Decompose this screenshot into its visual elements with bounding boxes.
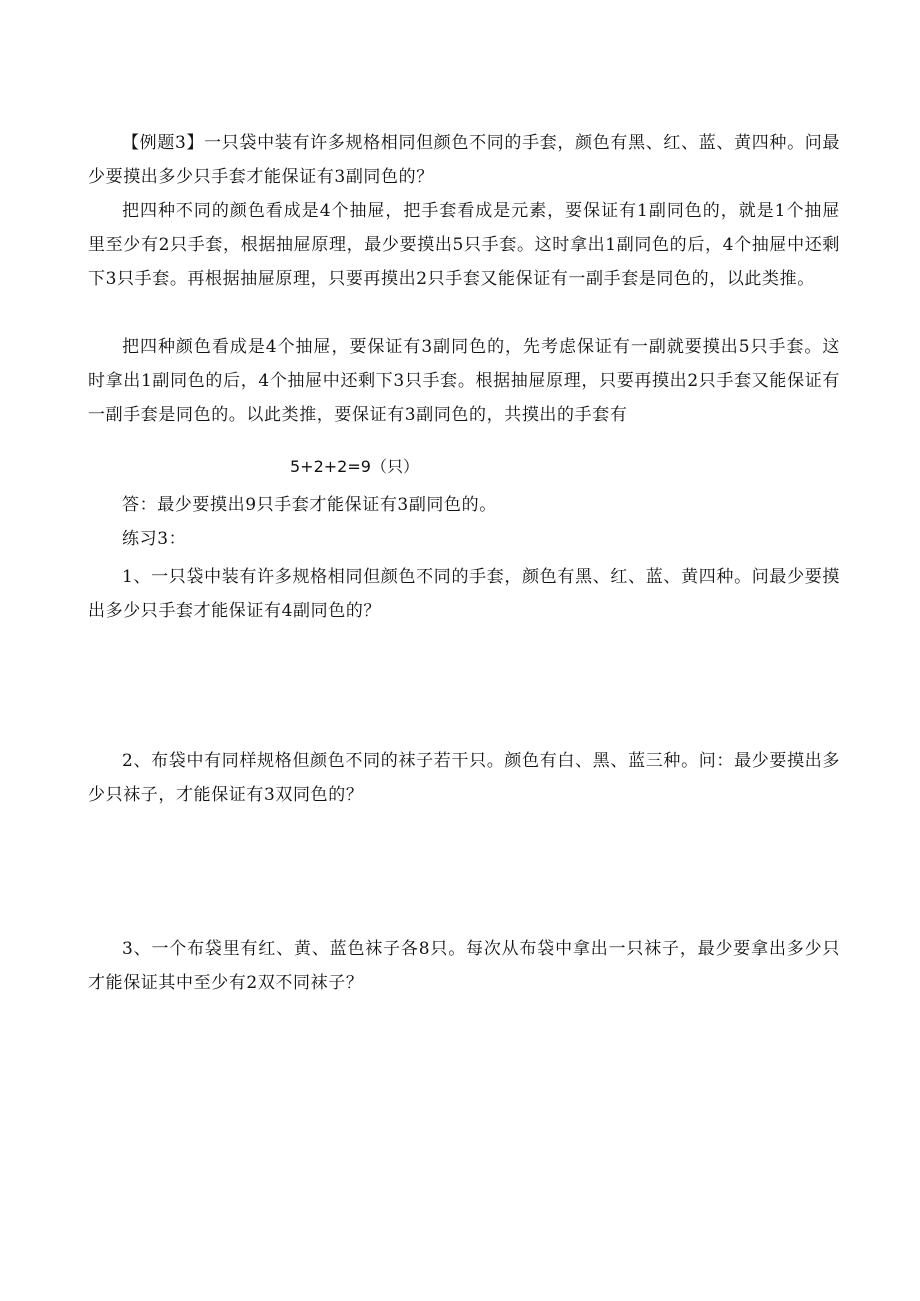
practice-title: 练习3： bbox=[122, 529, 187, 549]
practice-question-1: 1、一只袋中装有许多规格相同但颜色不同的手套，颜色有黑、红、蓝、黄四种。问最少要摸出多少只手套才能保证有4副同色的？ bbox=[88, 567, 840, 621]
example-formula: 5+2+2=9（只） bbox=[290, 457, 419, 476]
example-analysis-paragraph-2: 把四种颜色看成是4个抽屉，要保证有3副同色的，先考虑保证有一副就要摸出5只手套。这时拿出1副同色的后，4个抽屉中还剩下3只手套。根据抽屉原理，只要再摸出2只手套又能保证有一副手套是同色的。以此类推，要保证有3副同色的，共摸出的手套有 bbox=[88, 337, 840, 425]
example-answer: 答：最少要摸出9只手套才能保证有3副同色的。 bbox=[122, 495, 497, 515]
example-analysis-paragraph-1: 把四种不同的颜色看成是4个抽屉，把手套看成是元素，要保证有1副同色的，就是1个抽屉里至少有2只手套，根据抽屉原理，最少要摸出5只手套。这时拿出1副同色的后，4个抽屉中还剩下3只手套。再根据抽屉原理，只要再摸出2只手套又能保证有一副手套是同色的，以此类推。 bbox=[88, 201, 840, 289]
example-heading-paragraph: 【例题3】一只袋中装有许多规格相同但颜色不同的手套，颜色有黑、红、蓝、黄四种。问最少要摸出多少只手套才能保证有3副同色的？ bbox=[88, 133, 840, 187]
practice-question-3: 3、一个布袋里有红、黄、蓝色袜子各8只。每次从布袋中拿出一只袜子，最少要拿出多少只才能保证其中至少有2双不同袜子？ bbox=[88, 939, 840, 993]
practice-question-2: 2、布袋中有同样规格但颜色不同的袜子若干只。颜色有白、黑、蓝三种。问：最少要摸出多少只袜子，才能保证有3双同色的？ bbox=[88, 751, 840, 805]
